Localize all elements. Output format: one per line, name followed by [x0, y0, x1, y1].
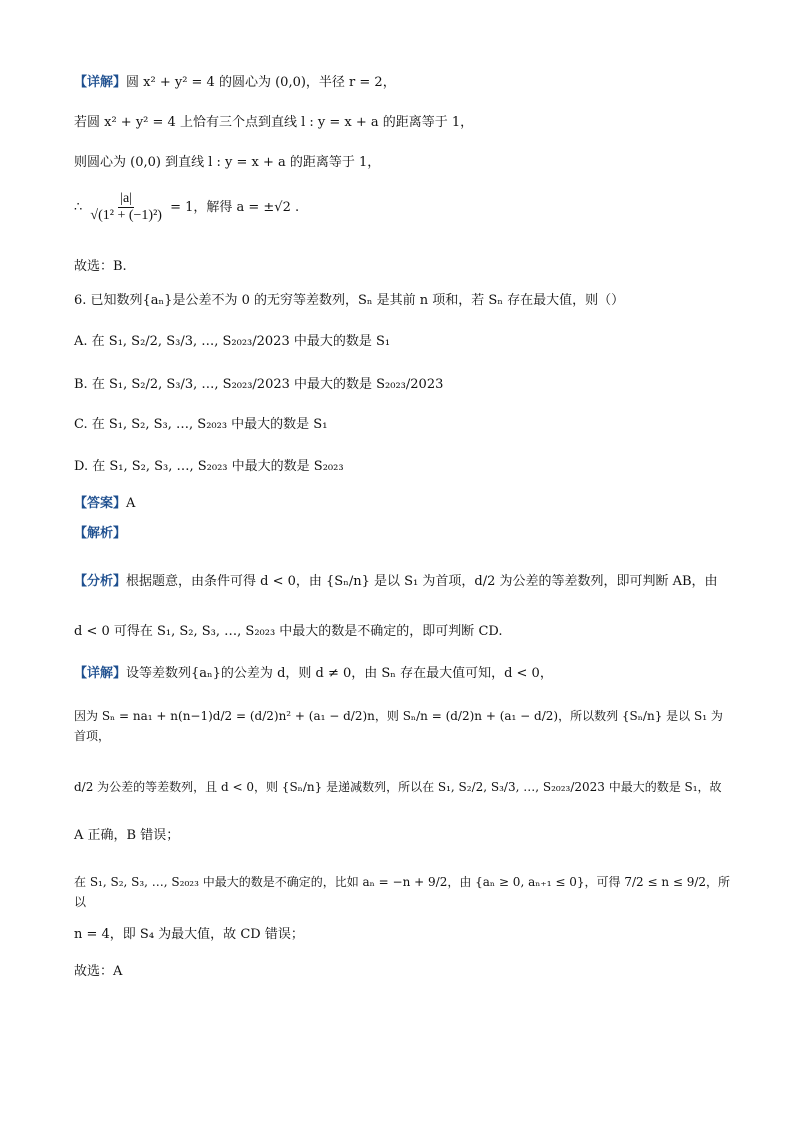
option-d: D. 在 S₁, S₂, S₃, …, S₂₀₂₃ 中最大的数是 S₂₀₂₃: [74, 459, 344, 474]
detail-tag-1: 【详解】: [74, 75, 127, 90]
line-1-text: 圆 x² + y² = 4 的圆心为 (0,0)，半径 r = 2，: [126, 75, 396, 90]
detail-line-1: [74, 664, 734, 684]
line-4: [74, 188, 734, 228]
therefore-symbol: ∴: [74, 200, 87, 215]
detail-tag-2: 【详解】: [74, 666, 127, 681]
fenxi-line-1: [74, 572, 734, 592]
fenxi-tag: 【分析】: [74, 574, 127, 589]
question-6: 6. 已知数列{aₙ}是公差不为 0 的无穷等差数列，Sₙ 是其前 n 项和，若 Sₙ 存在最大值，则（）: [74, 293, 625, 308]
distance-denominator: √(1² + (−1)²): [90, 208, 162, 223]
line-4-rest: = 1，解得 a = ±√2 .: [170, 200, 300, 215]
distance-numerator: |a|: [120, 191, 133, 206]
fenxi-text-1: 根据题意，由条件可得 d < 0，由 {Sₙ/n} 是以 S₁ 为首项，d/2 为公差的等差数列，即可判断 AB，由: [126, 574, 718, 589]
analysis-tag: 【解析】: [74, 526, 127, 541]
answer-line: [74, 494, 734, 514]
detail-line-5: 在 S₁, S₂, S₃, …, S₂₀₂₃ 中最大的数是不确定的，比如 aₙ = −n + 9/2，由 {aₙ ≥ 0, aₙ₊₁ ≤ 0}，可得 7/2 ≤ n ≤ 9/2，所以: [74, 875, 731, 909]
detail-line-2: 因为 Sₙ = na₁ + n(n−1)d/2 = (d/2)n² + (a₁ − d/2)n，则 Sₙ/n = (d/2)n + (a₁ − d/2)，所以数列 {Sₙ/n} 是以 S₁ 为首项，: [74, 709, 723, 743]
option-a: A. 在 S₁, S₂/2, S₃/3, …, S₂₀₂₃/2023 中最大的数是 S₁: [74, 334, 391, 349]
jiexi-line: [74, 524, 734, 544]
line-3: 则圆心为 (0,0) 到直线 l : y = x + a 的距离等于 1，: [74, 155, 381, 170]
distance-fraction: [88, 191, 164, 224]
answer-tag: 【答案】: [74, 496, 127, 511]
option-c: C. 在 S₁, S₂, S₃, …, S₂₀₂₃ 中最大的数是 S₁: [74, 417, 328, 432]
detail-line-7: 故选：A: [74, 964, 123, 979]
detail-line-4: A 正确，B 错误；: [74, 828, 180, 843]
answer-value: A: [126, 496, 136, 511]
line-2: 若圆 x² + y² = 4 上恰有三个点到直线 l : y = x + a 的距离等于 1，: [74, 115, 474, 130]
line-1: [74, 73, 734, 93]
line-5: 故选：B.: [74, 259, 127, 274]
option-b: B. 在 S₁, S₂/2, S₃/3, …, S₂₀₂₃/2023 中最大的数是 S₂₀₂₃/2023: [74, 377, 444, 392]
detail-text-1: 设等差数列{aₙ}的公差为 d，则 d ≠ 0，由 Sₙ 存在最大值可知，d < 0，: [126, 666, 553, 681]
fenxi-line-2: d < 0 可得在 S₁, S₂, S₃, …, S₂₀₂₃ 中最大的数是不确定的，即可判断 CD.: [74, 624, 503, 639]
detail-line-3: d/2 为公差的等差数列，且 d < 0，则 {Sₙ/n} 是递减数列，所以在 S₁, S₂/2, S₃/3, …, S₂₀₂₃/2023 中最大的数是 S₁，故: [74, 780, 722, 794]
detail-line-6: n = 4，即 S₄ 为最大值，故 CD 错误；: [74, 927, 304, 942]
